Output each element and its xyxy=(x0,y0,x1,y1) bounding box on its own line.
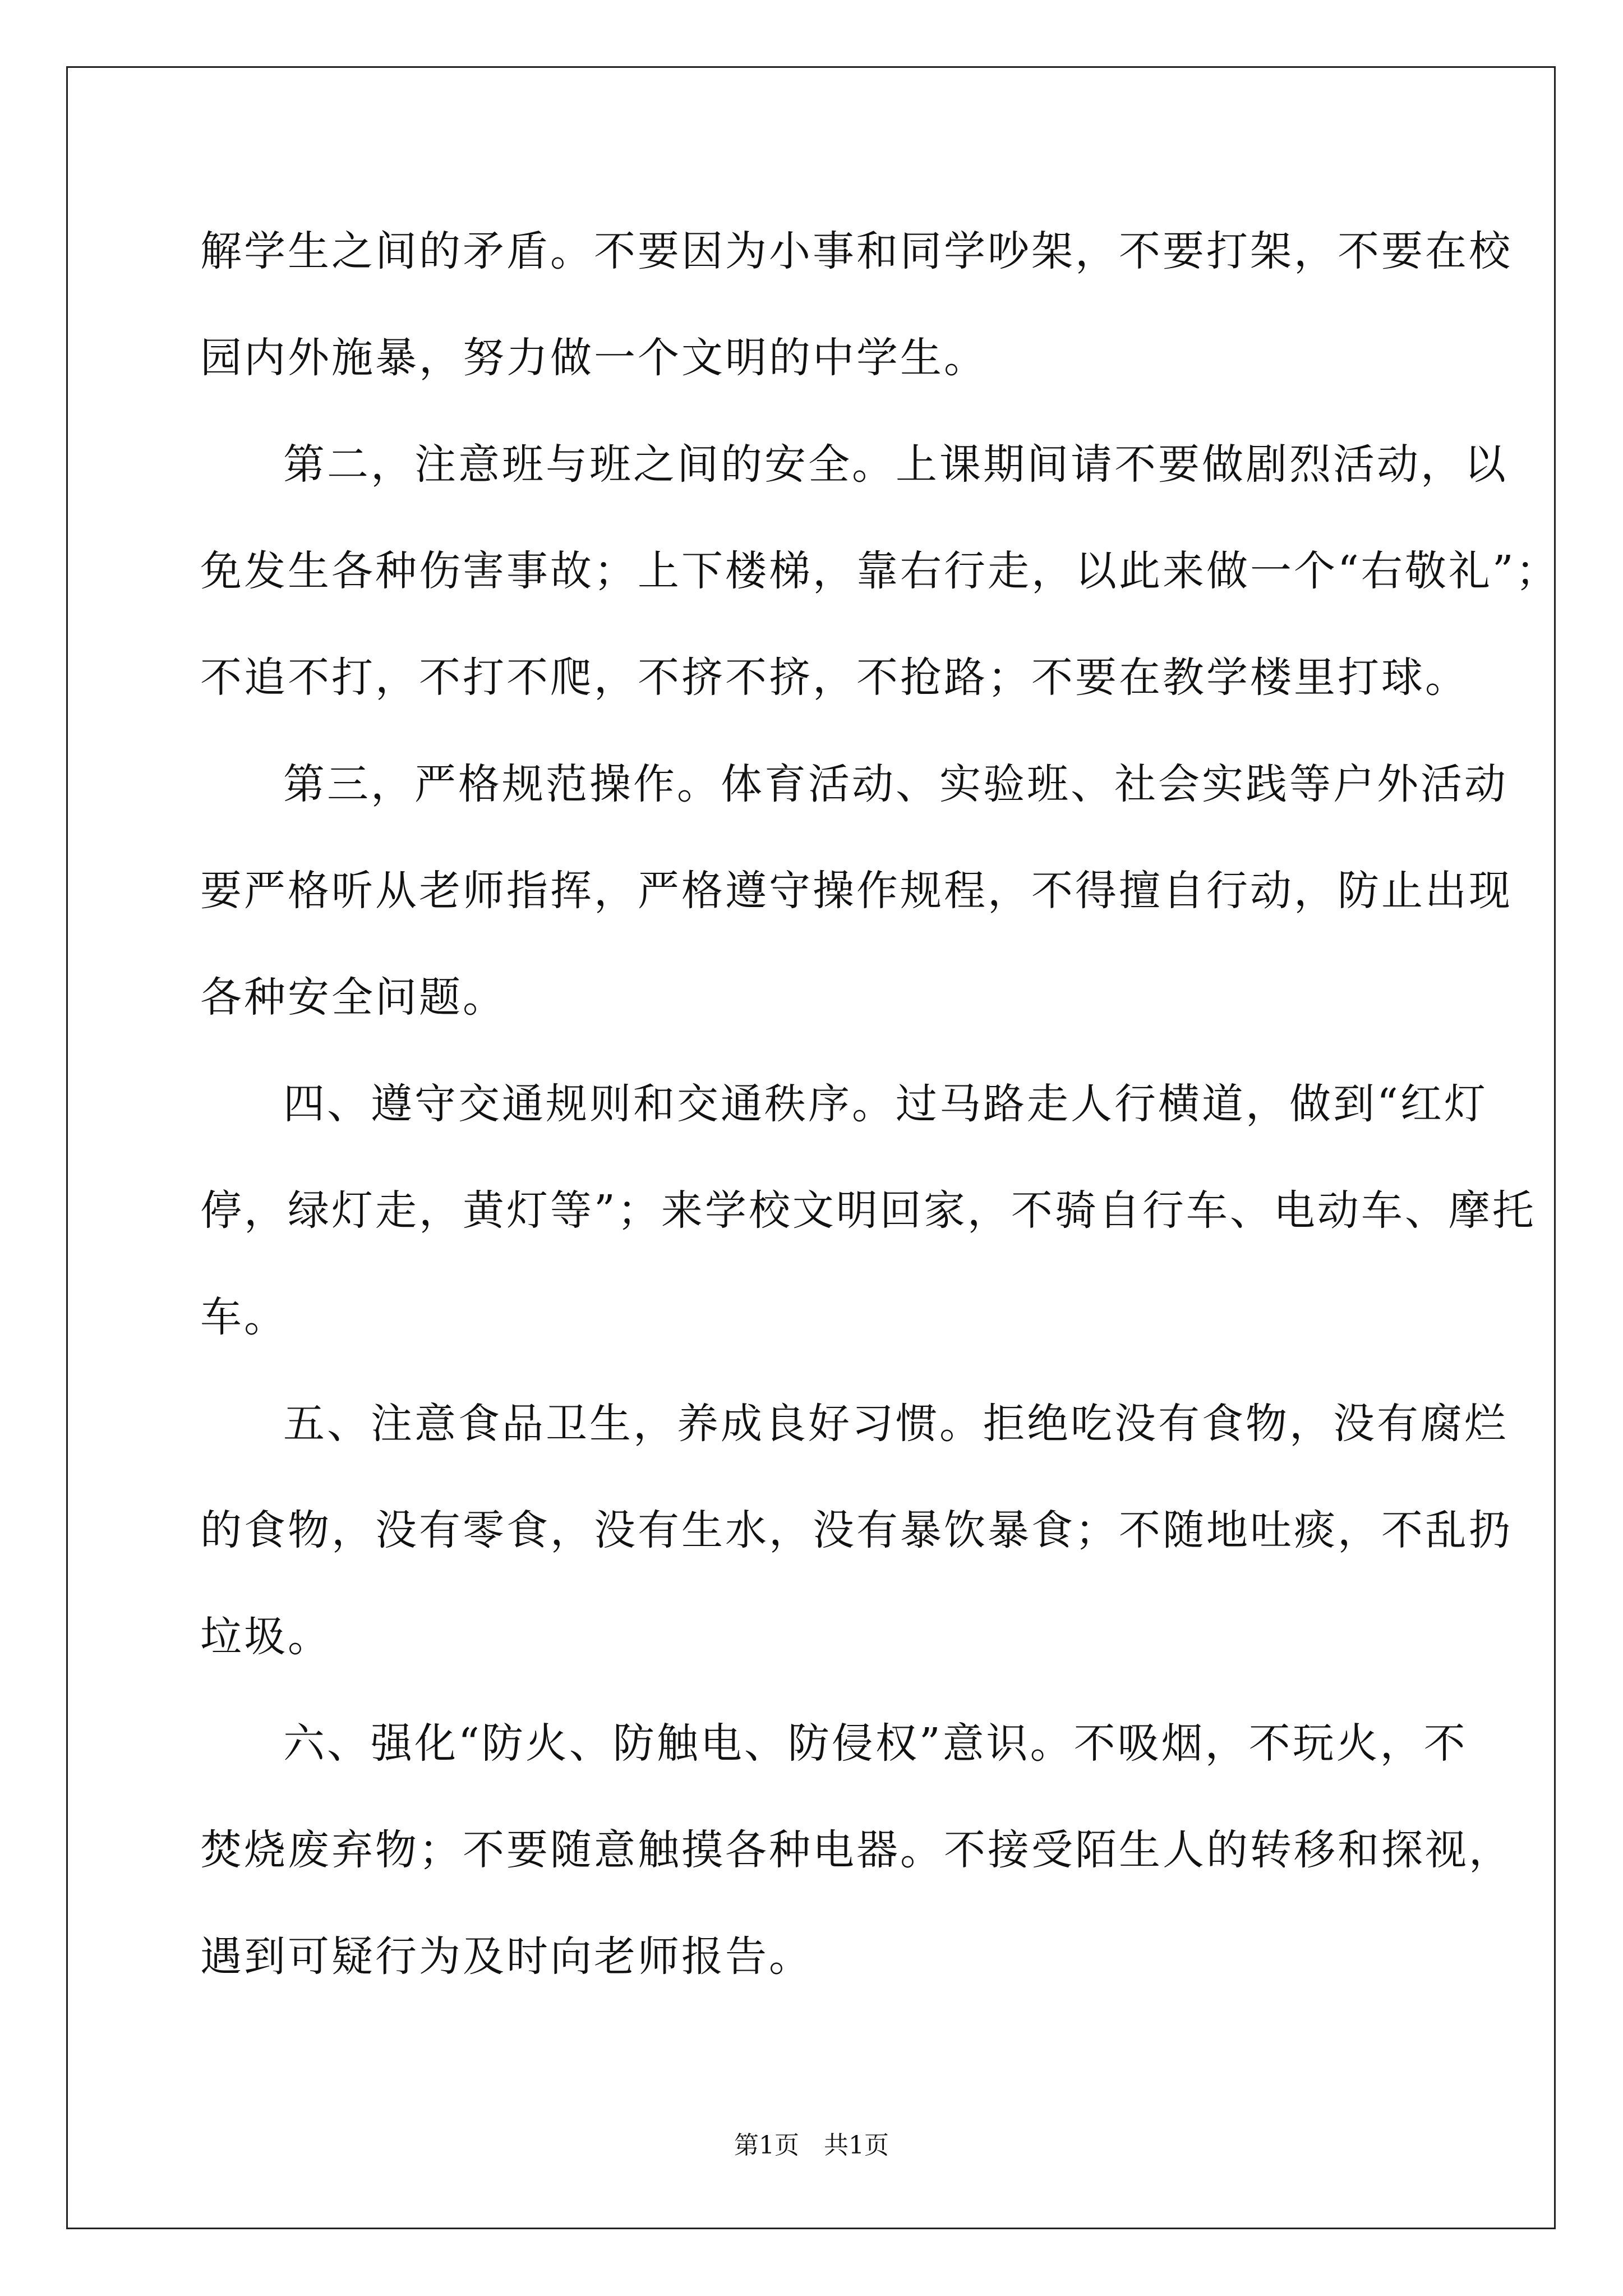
body-text-line: 各种安全问题。 xyxy=(200,973,506,1022)
body-text-line: 停，绿灯走，黄灯等”；来学校文明回家，不骑自行车、电动车、摩托 xyxy=(200,1186,1536,1235)
body-text-line: 垃圾。 xyxy=(200,1613,331,1661)
body-text-line: 解学生之间的矛盾。不要因为小事和同学吵架，不要打架，不要在校 xyxy=(200,227,1513,275)
paragraph-start-line: 第三，严格规范操作。体育活动、实验班、社会实践等户外活动 xyxy=(283,760,1508,808)
paragraph-start-line: 六、强化“防火、防触电、防侵权”意识。不吸烟，不玩火，不 xyxy=(283,1719,1468,1768)
paragraph-start-line: 第二，注意班与班之间的安全。上课期间请不要做剧烈活动，以 xyxy=(283,440,1508,489)
body-text-line: 遇到可疑行为及时向老师报告。 xyxy=(200,1932,813,1981)
body-text-line: 园内外施暴，努力做一个文明的中学生。 xyxy=(200,334,988,382)
body-text-line: 焚烧废弃物；不要随意触摸各种电器。不接受陌生人的转移和探视， xyxy=(200,1826,1513,1874)
body-text-line: 车。 xyxy=(200,1293,288,1341)
body-text-line: 不追不打，不打不爬，不挤不挤，不抢路；不要在教学楼里打球。 xyxy=(200,654,1469,702)
paragraph-start-line: 四、遵守交通规则和交通秩序。过马路走人行横道，做到“红灯 xyxy=(283,1080,1488,1128)
paragraph-start-line: 五、注意食品卫生，养成良好习惯。拒绝吃没有食物，没有腐烂 xyxy=(283,1400,1508,1448)
body-text-line: 免发生各种伤害事故；上下楼梯，靠右行走，以此来做一个“右敬礼”； xyxy=(200,547,1560,595)
body-text-line: 的食物，没有零食，没有生水，没有暴饮暴食；不随地吐痰，不乱扔 xyxy=(200,1506,1513,1554)
body-text-line: 要严格听从老师指挥，严格遵守操作规程，不得擅自行动，防止出现 xyxy=(200,867,1513,915)
page-border xyxy=(66,66,1556,2229)
page-number-footer: 第1页 共1页 xyxy=(734,2131,889,2160)
